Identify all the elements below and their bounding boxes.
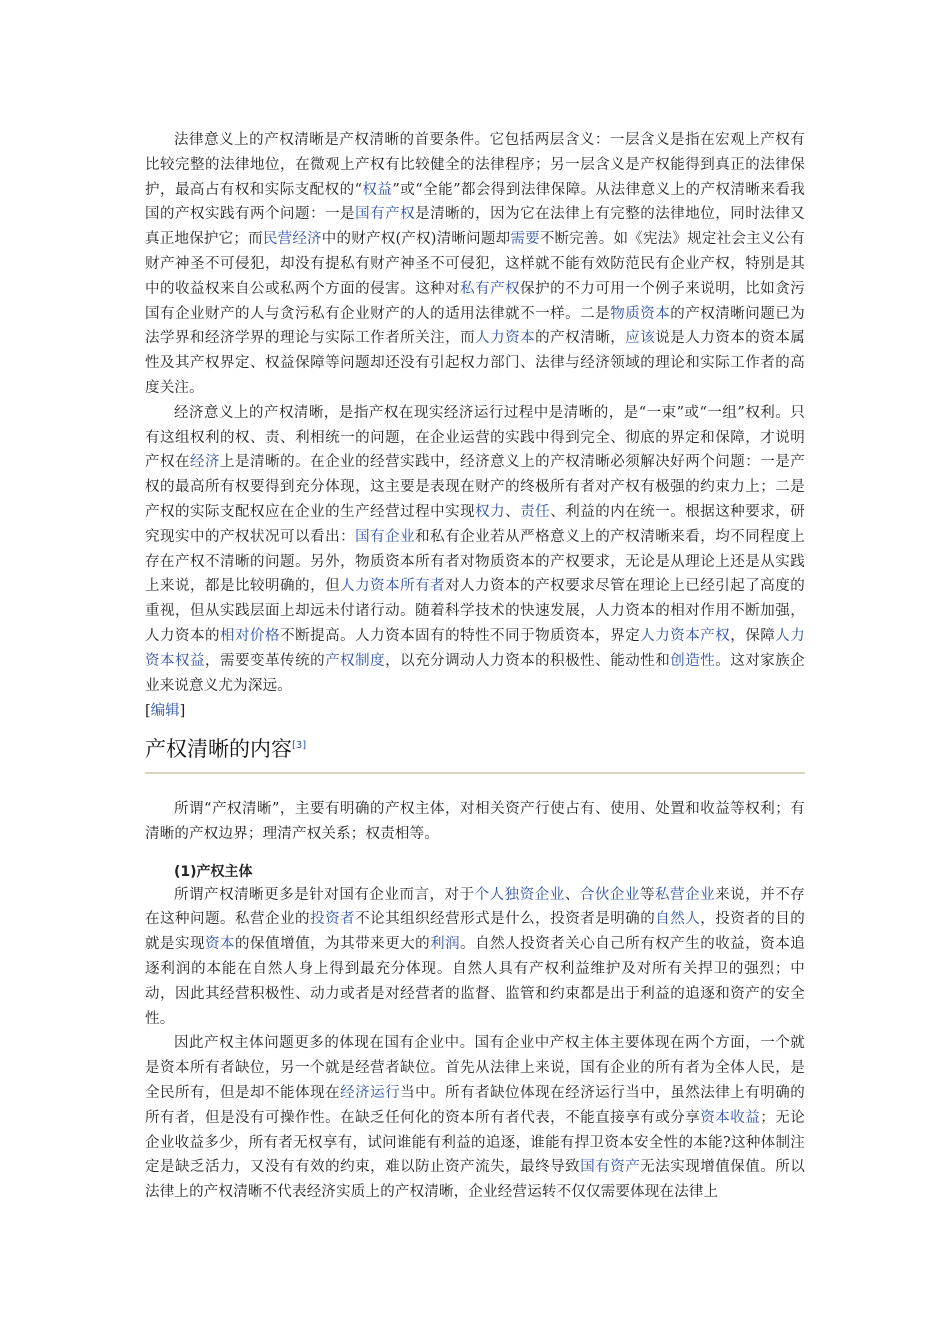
wiki-link[interactable]: 人力资本所有者 (340, 578, 446, 595)
text-run: 。自然人投资者关心自己所有权产生的收益，资本追逐利润的本能在自然人身上得到最充分体现。自然人具有产权利益维护及对所有关捍卫的强烈；中动，因此其经营积极性、动力或者是对经营者的监督、监管和约束都是出于利益的追逐和资产的安全性。 (145, 936, 805, 1027)
section-legal-economic (145, 128, 805, 722)
text-run: ，投资者的目的就是实现 (145, 911, 806, 953)
section-divider (145, 772, 805, 774)
text-run: 是清晰的，因为它在法律上有完整的法律地位，同时法律又真正地保护它；而 (145, 206, 805, 248)
section-content-heading (145, 734, 805, 774)
paragraph-legal-property-rights (145, 128, 805, 401)
paragraph-private-enterprise (145, 883, 805, 1032)
edit-link-wrapper (145, 700, 805, 722)
wiki-link[interactable]: 投资者 (310, 911, 356, 928)
text-run: 法律意义上的产权清晰是产权清晰的首要条件。它包括两层含义：一层含义是指在宏观上产权有比较完整的法律地位，在微观上产权有比较健全的法律程序；另一层含义是产权能得到真正的法律保护，最高占有权和实际支配权的“ (145, 132, 805, 198)
text-run: ，以充分调动人力资本的积极性、能动性和 (385, 652, 671, 669)
paragraph-economic-property-rights (145, 401, 805, 699)
section-title (145, 734, 805, 764)
wiki-link[interactable]: 责任 (520, 503, 551, 520)
text-run: 。这对家族企业来说意义尤为深远。 (145, 652, 805, 694)
text-run: 的产权清晰， (535, 330, 626, 347)
wiki-link[interactable]: 利润 (430, 936, 461, 953)
paragraph-intro: 所谓“产权清晰”，主要有明确的产权主体，对相关资产行使占有、使用、处置和收益等权利；有清晰的产权边界；理清产权关系；权责相等。 (145, 801, 805, 842)
wiki-link[interactable]: 资本 (205, 936, 236, 953)
wiki-link[interactable]: 民营经济 (262, 231, 322, 248)
wiki-link[interactable]: 需要 (510, 231, 540, 248)
text-run: 因此产权主体问题更多的体现在国有企业中。国有企业中产权主体主要体现在两个方面，一个就是资本所有者缺位，另一个就是经营者缺位。首先从法律上来说，国有企业的所有者为全体人民，是全民所有，但是却不能体现在 (145, 1035, 805, 1101)
section-content-body (145, 797, 805, 1205)
wiki-link[interactable]: 资本收益 (700, 1109, 761, 1126)
wiki-link[interactable]: 私营企业 (655, 886, 716, 903)
text-run: 所谓产权清晰更多是针对国有企业而言，对于 (174, 886, 475, 903)
wiki-link[interactable]: 人力资本 (475, 330, 536, 347)
wiki-link[interactable]: 自然人 (655, 911, 701, 928)
text-run: 、 (564, 886, 580, 903)
text-run: ，保障 (730, 627, 776, 644)
wiki-link[interactable]: 人力资本权益 (145, 627, 805, 669)
subheading-property-subject: (1)产权主体 (174, 863, 253, 880)
text-run: 当中。所有者缺位体现在经济运行当中，虽然法律上有明确的所有者，但是没有可操作性。在缺乏任何化的资本所有者代表，不能直接享有或分享 (145, 1084, 805, 1126)
text-run: 的产权清晰问题已为法学界和经济学界的理论与实际工作者所关注，而 (145, 305, 805, 347)
wiki-link[interactable]: 国有资产 (580, 1159, 641, 1176)
text-run: 不断提高。人力资本固有的特性不同于物质资本，界定 (280, 627, 641, 644)
edit-link[interactable]: 编辑 (150, 703, 180, 720)
text-run: 说是人力资本的资本属性及其产权界定、权益保障等问题却还没有引起权力部门、法律与经济领域的理论和实际工作者的高度关注。 (145, 330, 805, 396)
wiki-link[interactable]: 经济运行 (340, 1084, 401, 1101)
text-run: 、 (505, 503, 521, 520)
wiki-link[interactable]: 物质资本 (610, 305, 671, 322)
wiki-link[interactable]: 国有企业 (355, 528, 416, 545)
wiki-link[interactable]: 个人独资企业 (474, 886, 565, 903)
citation-link[interactable]: [3] (292, 740, 307, 751)
edit-bracket-open: [ (145, 703, 151, 720)
text-run: 中的财产权(产权)清晰问题却 (321, 231, 511, 248)
section-title-text: 产权清晰的内容 (145, 737, 292, 761)
text-run: ”或“全能”都会得到法律保障。从法律意义上的产权清晰来看我国的产权实践有两个问题：一是 (145, 181, 805, 223)
text-run: ；无论企业收益多少，所有者无权享有，试问谁能有利益的追逐，谁能有捍卫资本安全性的本能?这种体制注定是缺乏活力，又没有有效的约束，难以防止资产流失，最终导致 (145, 1109, 805, 1176)
text-run: 来说，并不存在这种问题。私营企业的 (145, 886, 805, 928)
text-run: 、利益的内在统一。根据这种要求，研究现实中的产权状况可以看出： (145, 503, 805, 545)
wiki-link[interactable]: 私有产权 (460, 280, 521, 297)
edit-bracket-close: ] (179, 703, 186, 720)
text-run: 无法实现增值保值。所以法律上的产权清晰不代表经济实质上的产权清晰，企业经营运转不仅仅需要体现在法律上 (145, 1159, 805, 1201)
text-run: ，需要变革传统的 (205, 652, 326, 669)
text-run: 对人力资本的产权要求尽管在理论上已经引起了高度的重视，但从实践层面上却远未付诸行动。随着科学技术的快速发展，人力资本的相对作用不断加强，人力资本的 (145, 578, 805, 644)
wiki-link[interactable]: 权益 (362, 181, 393, 198)
wiki-link[interactable]: 创造性 (670, 652, 716, 669)
text-run: 和私有企业若从严格意义上的产权清晰来看，均不同程度上存在产权不清晰的问题。另外，物质资本所有者对物质资本的产权要求，无论是从理论上还是从实践上来说，都是比较明确的，但 (145, 528, 805, 595)
text-run: 保护的不力可用一个例子来说明，比如贪污国有企业财产的人与贪污私有企业财产的人的适用法律就不一样。二是 (145, 280, 805, 322)
wiki-link[interactable]: 国有产权 (355, 206, 416, 223)
wiki-link[interactable]: 产权制度 (325, 652, 386, 669)
text-run: 不断完善。如《宪法》规定社会主义公有财产神圣不可侵犯，却没有提私有财产神圣不可侵犯，这样就不能有效防范民有企业产权，特别是其中的收益权来自公或私两个方面的侵害。这种对 (145, 231, 805, 297)
wiki-link[interactable]: 合伙企业 (579, 886, 640, 903)
wiki-link[interactable]: 人力资本产权 (640, 627, 731, 644)
wiki-link[interactable]: 应该 (625, 330, 656, 347)
text-run: 上是清晰的。在企业的经营实践中，经济意义上的产权清晰必须解决好两个问题：一是产权的最高所有权要得到充分体现，这主要是表现在财产的终极所有者对产权有极强的约束力上；二是产权的实际支配权应在企业的生产经营过程中实现 (145, 454, 805, 520)
wiki-link[interactable]: 经济 (190, 454, 221, 471)
wiki-link[interactable]: 权力 (475, 503, 506, 520)
wiki-link[interactable]: 相对价格 (220, 627, 281, 644)
text-run: 的保值增值，为其带来更大的 (235, 936, 431, 953)
text-run: 等 (639, 886, 655, 903)
text-run: 不论其组织经营形式是什么，投资者是明确的 (355, 911, 656, 928)
paragraph-state-enterprise (145, 1031, 805, 1205)
text-run: 经济意义上的产权清晰，是指产权在现实经济运行过程中是清晰的，是“一束”或“一组”权利。只有这组权利的权、责、利相统一的问题，在企业运营的实践中得到完全、彻底的界定和保障，才说明产权在 (145, 404, 805, 471)
